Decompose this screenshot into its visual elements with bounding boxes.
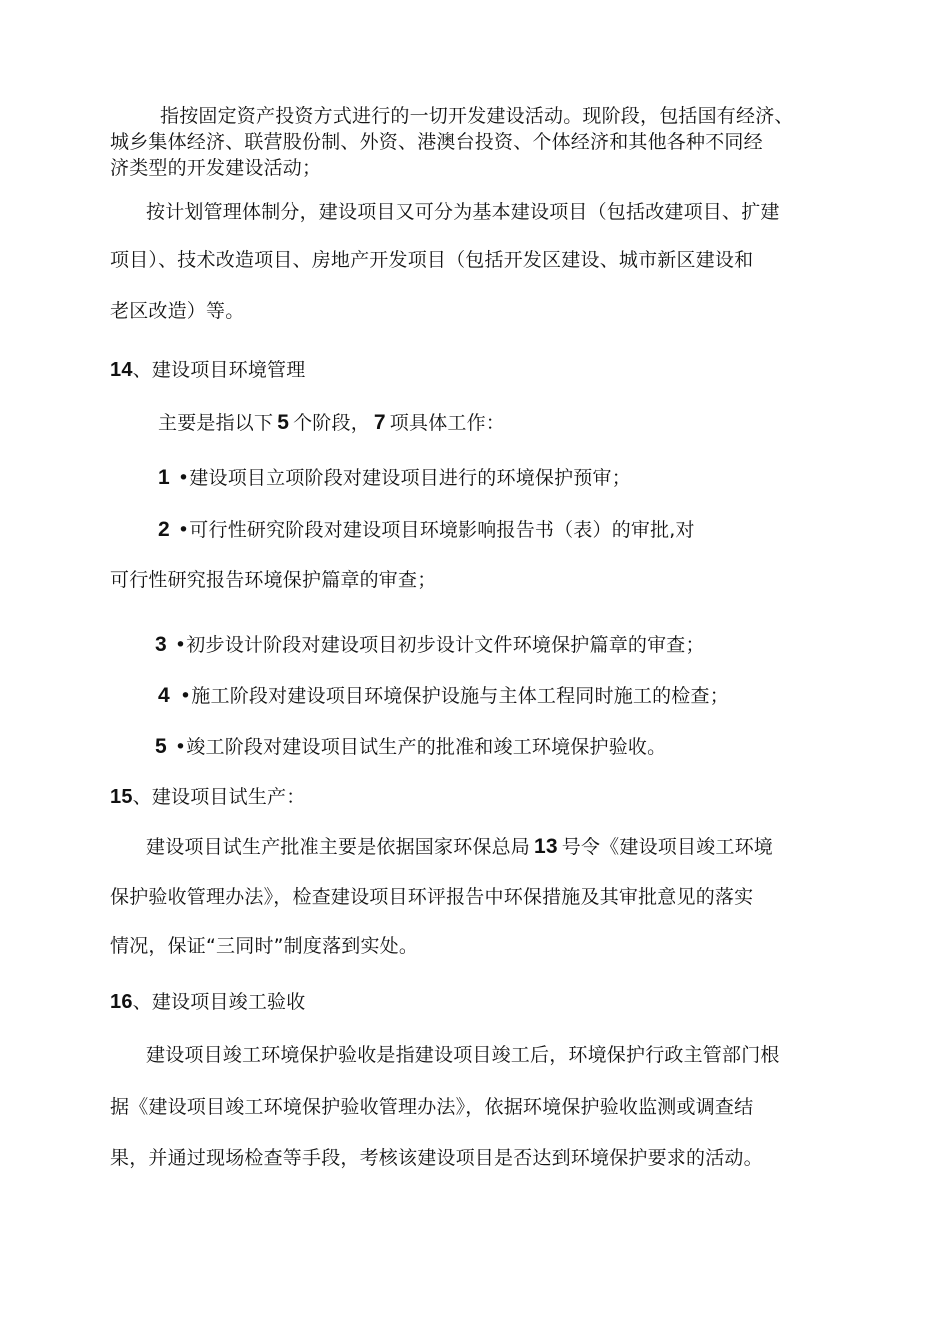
line-prefix: 建设项目试生产批准主要是依据国家环保总局 bbox=[146, 836, 531, 858]
intro-task-count: 7 bbox=[373, 411, 386, 434]
section-16-line-1: 建设项目竣工环境保护验收是指建设项目竣工后，环境保护行政主管部门根 bbox=[146, 1044, 780, 1066]
section-15-title: 、建设项目试生产： bbox=[132, 786, 306, 808]
item-number: 1 bbox=[158, 466, 170, 489]
paragraph-1-line-3: 济类型的开发建设活动； bbox=[110, 157, 322, 179]
section-14-item-5 bbox=[155, 735, 666, 759]
section-14-item-4 bbox=[158, 684, 729, 708]
section-15-line-1 bbox=[146, 835, 773, 859]
section-16-title: 、建设项目竣工验收 bbox=[132, 991, 306, 1013]
item-text: •施工阶段对建设项目环境保护设施与主体工程同时施工的检查； bbox=[179, 685, 729, 707]
section-16-heading bbox=[110, 990, 305, 1014]
section-16-line-2: 据《建设项目竣工环境保护验收管理办法》，依据环境保护验收监测或调查结 bbox=[110, 1096, 754, 1118]
section-14-intro bbox=[158, 411, 505, 435]
section-16-line-3: 果，并通过现场检查等手段，考核该建设项目是否达到环境保护要求的活动。 bbox=[110, 1147, 763, 1169]
section-16-number: 16 bbox=[110, 991, 133, 1013]
section-14-title: 、建设项目环境管理 bbox=[132, 359, 306, 381]
item-text: •建设项目立项阶段对建设项目进行的环境保护预审； bbox=[177, 467, 631, 489]
line-suffix: 号令《建设项目竣工环境 bbox=[561, 836, 773, 858]
item-number: 4 bbox=[158, 684, 170, 707]
section-14-item-1 bbox=[158, 466, 631, 490]
item-text: •竣工阶段对建设项目试生产的批准和竣工环境保护验收。 bbox=[174, 736, 667, 758]
item-text: •可行性研究阶段对建设项目环境影响报告书（表）的审批,对 bbox=[177, 519, 695, 541]
intro-suffix: 项具体工作： bbox=[389, 412, 505, 434]
intro-prefix: 主要是指以下 bbox=[158, 412, 274, 434]
paragraph-1-line-1: 指按固定资产投资方式进行的一切开发建设活动。现阶段，包括国有经济、 bbox=[160, 105, 794, 127]
paragraph-1-line-2: 城乡集体经济、联营股份制、外资、港澳台投资、个体经济和其他各种不同经 bbox=[110, 131, 763, 153]
section-15-line-3: 情况，保证“三同时”制度落到实处。 bbox=[110, 935, 419, 957]
section-15-number: 15 bbox=[110, 786, 133, 808]
section-15-line-2: 保护验收管理办法》，检查建设项目环评报告中环保措施及其审批意见的落实 bbox=[110, 886, 754, 908]
section-14-item-2 bbox=[158, 518, 695, 542]
item-number: 5 bbox=[155, 735, 167, 758]
paragraph-2-line-1: 按计划管理体制分，建设项目又可分为基本建设项目（包括改建项目、扩建 bbox=[146, 201, 780, 223]
item-number: 2 bbox=[158, 518, 170, 541]
item-number: 3 bbox=[155, 633, 167, 656]
intro-stage-count: 5 bbox=[277, 411, 290, 434]
paragraph-2-line-2: 项目）、技术改造项目、房地产开发项目（包括开发区建设、城市新区建设和 bbox=[110, 249, 754, 271]
section-14-item-3 bbox=[155, 633, 705, 657]
section-15-heading bbox=[110, 785, 305, 809]
item-text: •初步设计阶段对建设项目初步设计文件环境保护篇章的审查； bbox=[174, 634, 705, 656]
intro-mid: 个阶段， bbox=[293, 412, 370, 434]
decree-number: 13 bbox=[534, 835, 558, 858]
paragraph-2-line-3: 老区改造）等。 bbox=[110, 300, 245, 322]
section-14-heading bbox=[110, 358, 305, 382]
section-14-item-2-continuation: 可行性研究报告环境保护篇章的审查； bbox=[110, 569, 437, 591]
section-14-number: 14 bbox=[110, 359, 133, 381]
